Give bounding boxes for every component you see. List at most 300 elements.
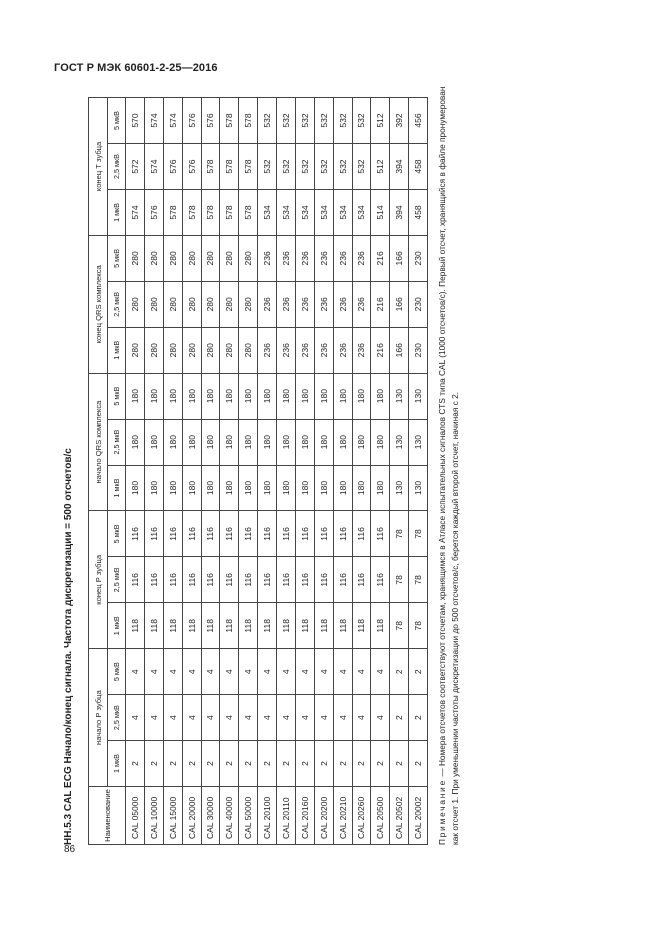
value-cell: 116 bbox=[277, 557, 296, 603]
value-cell: 180 bbox=[352, 465, 371, 511]
table-row bbox=[295, 98, 314, 845]
value-cell: 280 bbox=[220, 235, 239, 281]
table-row bbox=[239, 98, 258, 845]
value-cell: 280 bbox=[182, 327, 201, 373]
value-cell: 4 bbox=[352, 649, 371, 695]
value-cell: 2 bbox=[163, 741, 182, 787]
value-cell: 118 bbox=[220, 603, 239, 649]
signal-name-cell: CAL 40000 bbox=[220, 787, 239, 845]
value-cell: 578 bbox=[239, 190, 258, 236]
group-header: конец Т зубца bbox=[89, 98, 108, 236]
value-cell: 118 bbox=[182, 603, 201, 649]
value-cell: 2 bbox=[144, 741, 163, 787]
page-number: 86 bbox=[64, 844, 76, 855]
value-cell: 280 bbox=[182, 235, 201, 281]
value-cell: 78 bbox=[409, 511, 428, 557]
value-cell: 4 bbox=[144, 649, 163, 695]
value-cell: 574 bbox=[163, 98, 182, 144]
note-prefix: Примечание bbox=[437, 778, 447, 845]
value-cell: 118 bbox=[258, 603, 277, 649]
value-cell: 180 bbox=[239, 373, 258, 419]
value-cell: 2 bbox=[352, 741, 371, 787]
group-header: конец QRS комплекса bbox=[89, 235, 108, 373]
value-cell: 574 bbox=[144, 98, 163, 144]
value-cell: 116 bbox=[182, 511, 201, 557]
value-cell: 4 bbox=[258, 649, 277, 695]
value-cell: 180 bbox=[277, 373, 296, 419]
value-cell: 180 bbox=[126, 373, 145, 419]
amplitude-subheader: 2,5 мкВ bbox=[108, 419, 126, 465]
value-cell: 180 bbox=[277, 419, 296, 465]
table-row bbox=[333, 98, 352, 845]
value-cell: 532 bbox=[314, 144, 333, 190]
value-cell: 236 bbox=[277, 235, 296, 281]
value-cell: 180 bbox=[144, 373, 163, 419]
value-cell: 532 bbox=[258, 98, 277, 144]
value-cell: 532 bbox=[295, 98, 314, 144]
value-cell: 116 bbox=[239, 557, 258, 603]
value-cell: 116 bbox=[352, 557, 371, 603]
amplitude-subheader: 1 мкВ bbox=[108, 327, 126, 373]
group-header: начало Р зубца bbox=[89, 649, 108, 787]
value-cell: 570 bbox=[126, 98, 145, 144]
value-cell: 4 bbox=[201, 649, 220, 695]
amplitude-subheader: 5 мкВ bbox=[108, 511, 126, 557]
value-cell: 2 bbox=[409, 649, 428, 695]
value-cell: 4 bbox=[277, 649, 296, 695]
value-cell: 2 bbox=[182, 741, 201, 787]
value-cell: 180 bbox=[314, 419, 333, 465]
value-cell: 4 bbox=[163, 649, 182, 695]
value-cell: 180 bbox=[220, 465, 239, 511]
value-cell: 578 bbox=[163, 190, 182, 236]
value-cell: 180 bbox=[163, 465, 182, 511]
rotated-table-block bbox=[60, 65, 480, 845]
value-cell: 116 bbox=[352, 511, 371, 557]
value-cell: 532 bbox=[277, 144, 296, 190]
value-cell: 280 bbox=[126, 281, 145, 327]
value-cell: 236 bbox=[258, 281, 277, 327]
value-cell: 236 bbox=[258, 327, 277, 373]
value-cell: 2 bbox=[126, 741, 145, 787]
value-cell: 236 bbox=[352, 327, 371, 373]
value-cell: 116 bbox=[314, 557, 333, 603]
value-cell: 4 bbox=[182, 649, 201, 695]
value-cell: 4 bbox=[258, 695, 277, 741]
value-cell: 230 bbox=[409, 281, 428, 327]
value-cell: 534 bbox=[352, 190, 371, 236]
value-cell: 4 bbox=[163, 695, 182, 741]
value-cell: 280 bbox=[201, 235, 220, 281]
value-cell: 4 bbox=[182, 695, 201, 741]
value-cell: 236 bbox=[333, 235, 352, 281]
value-cell: 534 bbox=[333, 190, 352, 236]
value-cell: 118 bbox=[239, 603, 258, 649]
signal-name-cell: CAL 20500 bbox=[371, 787, 390, 845]
value-cell: 534 bbox=[277, 190, 296, 236]
value-cell: 130 bbox=[390, 465, 409, 511]
value-cell: 78 bbox=[390, 511, 409, 557]
value-cell: 514 bbox=[371, 190, 390, 236]
signal-name-cell: CAL 10000 bbox=[144, 787, 163, 845]
value-cell: 280 bbox=[126, 327, 145, 373]
value-cell: 180 bbox=[182, 419, 201, 465]
value-cell: 2 bbox=[201, 741, 220, 787]
value-cell: 236 bbox=[314, 327, 333, 373]
value-cell: 280 bbox=[220, 281, 239, 327]
value-cell: 116 bbox=[182, 557, 201, 603]
value-cell: 458 bbox=[409, 144, 428, 190]
value-cell: 180 bbox=[258, 373, 277, 419]
amplitude-subheader: 1 мкВ bbox=[108, 603, 126, 649]
value-cell: 180 bbox=[239, 419, 258, 465]
value-cell: 116 bbox=[126, 557, 145, 603]
value-cell: 180 bbox=[352, 373, 371, 419]
value-cell: 230 bbox=[409, 235, 428, 281]
value-cell: 78 bbox=[390, 557, 409, 603]
value-cell: 180 bbox=[258, 465, 277, 511]
amplitude-subheader: 2,5 мкВ bbox=[108, 144, 126, 190]
value-cell: 116 bbox=[239, 511, 258, 557]
group-header: начало QRS комплекса bbox=[89, 373, 108, 511]
value-cell: 4 bbox=[239, 649, 258, 695]
value-cell: 2 bbox=[277, 741, 296, 787]
value-cell: 78 bbox=[409, 557, 428, 603]
value-cell: 532 bbox=[333, 98, 352, 144]
value-cell: 4 bbox=[201, 695, 220, 741]
signal-name-cell: CAL 50000 bbox=[239, 787, 258, 845]
value-cell: 116 bbox=[144, 557, 163, 603]
value-cell: 576 bbox=[163, 144, 182, 190]
value-cell: 2 bbox=[390, 741, 409, 787]
value-cell: 180 bbox=[220, 373, 239, 419]
value-cell: 230 bbox=[409, 327, 428, 373]
value-cell: 532 bbox=[314, 98, 333, 144]
value-cell: 578 bbox=[201, 190, 220, 236]
value-cell: 130 bbox=[390, 373, 409, 419]
amplitude-subheader: 1 мкВ bbox=[108, 465, 126, 511]
value-cell: 116 bbox=[144, 511, 163, 557]
value-cell: 572 bbox=[126, 144, 145, 190]
value-cell: 532 bbox=[258, 144, 277, 190]
value-cell: 512 bbox=[371, 144, 390, 190]
value-cell: 180 bbox=[333, 373, 352, 419]
value-cell: 576 bbox=[144, 190, 163, 236]
value-cell: 116 bbox=[314, 511, 333, 557]
value-cell: 130 bbox=[409, 419, 428, 465]
value-cell: 116 bbox=[333, 557, 352, 603]
value-cell: 578 bbox=[220, 144, 239, 190]
value-cell: 180 bbox=[295, 419, 314, 465]
value-cell: 118 bbox=[277, 603, 296, 649]
value-cell: 2 bbox=[390, 695, 409, 741]
signal-name-cell: CAL 20002 bbox=[409, 787, 428, 845]
signal-name-cell: CAL 30000 bbox=[201, 787, 220, 845]
value-cell: 2 bbox=[409, 695, 428, 741]
value-cell: 118 bbox=[201, 603, 220, 649]
value-cell: 116 bbox=[258, 511, 277, 557]
value-cell: 2 bbox=[314, 741, 333, 787]
value-cell: 180 bbox=[239, 465, 258, 511]
table-row bbox=[352, 98, 371, 845]
value-cell: 280 bbox=[239, 327, 258, 373]
value-cell: 392 bbox=[390, 98, 409, 144]
table-note bbox=[436, 85, 462, 845]
value-cell: 118 bbox=[352, 603, 371, 649]
value-cell: 236 bbox=[277, 281, 296, 327]
table-row bbox=[220, 98, 239, 845]
value-cell: 532 bbox=[352, 144, 371, 190]
table-row bbox=[144, 98, 163, 845]
value-cell: 116 bbox=[277, 511, 296, 557]
value-cell: 180 bbox=[201, 465, 220, 511]
value-cell: 236 bbox=[352, 235, 371, 281]
value-cell: 2 bbox=[409, 741, 428, 787]
value-cell: 512 bbox=[371, 98, 390, 144]
value-cell: 166 bbox=[390, 327, 409, 373]
value-cell: 4 bbox=[314, 649, 333, 695]
value-cell: 4 bbox=[333, 695, 352, 741]
signal-name-cell: CAL 05000 bbox=[126, 787, 145, 845]
table-row bbox=[277, 98, 296, 845]
amplitude-subheader: 2,5 мкВ bbox=[108, 557, 126, 603]
value-cell: 532 bbox=[295, 144, 314, 190]
value-cell: 180 bbox=[314, 465, 333, 511]
value-cell: 280 bbox=[239, 235, 258, 281]
value-cell: 534 bbox=[258, 190, 277, 236]
value-cell: 216 bbox=[371, 327, 390, 373]
value-cell: 4 bbox=[333, 649, 352, 695]
value-cell: 578 bbox=[201, 144, 220, 190]
value-cell: 180 bbox=[371, 419, 390, 465]
value-cell: 280 bbox=[126, 235, 145, 281]
value-cell: 4 bbox=[352, 695, 371, 741]
value-cell: 116 bbox=[258, 557, 277, 603]
value-cell: 236 bbox=[277, 327, 296, 373]
value-cell: 394 bbox=[390, 190, 409, 236]
value-cell: 4 bbox=[144, 695, 163, 741]
value-cell: 180 bbox=[220, 419, 239, 465]
value-cell: 216 bbox=[371, 235, 390, 281]
value-cell: 166 bbox=[390, 235, 409, 281]
table-row bbox=[409, 98, 428, 845]
value-cell: 280 bbox=[239, 281, 258, 327]
value-cell: 180 bbox=[295, 373, 314, 419]
value-cell: 280 bbox=[163, 281, 182, 327]
table-row bbox=[163, 98, 182, 845]
value-cell: 118 bbox=[163, 603, 182, 649]
value-cell: 280 bbox=[201, 281, 220, 327]
signal-name-cell: CAL 20160 bbox=[295, 787, 314, 845]
value-cell: 236 bbox=[352, 281, 371, 327]
value-cell: 280 bbox=[163, 327, 182, 373]
amplitude-subheader: 2,5 мкВ bbox=[108, 281, 126, 327]
signal-name-cell: CAL 20502 bbox=[390, 787, 409, 845]
table-row bbox=[182, 98, 201, 845]
value-cell: 180 bbox=[144, 465, 163, 511]
value-cell: 180 bbox=[258, 419, 277, 465]
value-cell: 280 bbox=[163, 235, 182, 281]
value-cell: 180 bbox=[277, 465, 296, 511]
value-cell: 180 bbox=[295, 465, 314, 511]
value-cell: 394 bbox=[390, 144, 409, 190]
value-cell: 4 bbox=[126, 649, 145, 695]
value-cell: 4 bbox=[295, 695, 314, 741]
value-cell: 180 bbox=[333, 465, 352, 511]
value-cell: 578 bbox=[182, 190, 201, 236]
value-cell: 4 bbox=[239, 695, 258, 741]
value-cell: 4 bbox=[314, 695, 333, 741]
value-cell: 574 bbox=[126, 190, 145, 236]
amplitude-subheader: 5 мкВ bbox=[108, 235, 126, 281]
value-cell: 180 bbox=[371, 465, 390, 511]
value-cell: 576 bbox=[201, 98, 220, 144]
amplitude-subheader: 5 мкВ bbox=[108, 373, 126, 419]
value-cell: 2 bbox=[239, 741, 258, 787]
value-cell: 116 bbox=[220, 511, 239, 557]
value-cell: 236 bbox=[333, 327, 352, 373]
value-cell: 116 bbox=[163, 511, 182, 557]
value-cell: 578 bbox=[239, 98, 258, 144]
value-cell: 118 bbox=[333, 603, 352, 649]
signal-name-cell: CAL 20100 bbox=[258, 787, 277, 845]
value-cell: 458 bbox=[409, 190, 428, 236]
value-cell: 118 bbox=[371, 603, 390, 649]
value-cell: 118 bbox=[126, 603, 145, 649]
table-row bbox=[371, 98, 390, 845]
value-cell: 116 bbox=[333, 511, 352, 557]
value-cell: 180 bbox=[333, 419, 352, 465]
value-cell: 280 bbox=[201, 327, 220, 373]
amplitude-subheader: 5 мкВ bbox=[108, 98, 126, 144]
amplitude-subheader: 1 мкВ bbox=[108, 190, 126, 236]
group-header: конец Р зубца bbox=[89, 511, 108, 649]
value-cell: 456 bbox=[409, 98, 428, 144]
document-header: ГОСТ Р МЭК 60601-2-25—2016 bbox=[54, 62, 218, 74]
value-cell: 2 bbox=[390, 649, 409, 695]
value-cell: 116 bbox=[201, 557, 220, 603]
value-cell: 4 bbox=[126, 695, 145, 741]
table-row bbox=[258, 98, 277, 845]
value-cell: 216 bbox=[371, 281, 390, 327]
value-cell: 130 bbox=[409, 373, 428, 419]
table-caption: НН.5.3 CAL ECG Начало/конец сигнала. Частота дискретизации = 500 отсчетов/с bbox=[63, 448, 74, 845]
value-cell: 180 bbox=[352, 419, 371, 465]
value-cell: 578 bbox=[220, 190, 239, 236]
value-cell: 534 bbox=[295, 190, 314, 236]
value-cell: 116 bbox=[220, 557, 239, 603]
value-cell: 180 bbox=[126, 465, 145, 511]
value-cell: 166 bbox=[390, 281, 409, 327]
note-text: — Номера отсчетов соответствуют отсчетам, хранящимся в Атласе испытательных сигналов CTS типа CAL (1000 отсчетов/с). Первый отсчет, хранящийся в файле пронумерован как отсчет 1. При уменьшении частоты дискретизации до 500 отсчетов/с, берется каждый второй отсчет, начиная с 2. bbox=[437, 86, 460, 845]
table-row bbox=[314, 98, 333, 845]
value-cell: 2 bbox=[333, 741, 352, 787]
value-cell: 280 bbox=[144, 281, 163, 327]
value-cell: 180 bbox=[182, 465, 201, 511]
signal-name-cell: CAL 15000 bbox=[163, 787, 182, 845]
value-cell: 180 bbox=[144, 419, 163, 465]
value-cell: 2 bbox=[295, 741, 314, 787]
value-cell: 578 bbox=[239, 144, 258, 190]
value-cell: 236 bbox=[314, 281, 333, 327]
value-cell: 180 bbox=[126, 419, 145, 465]
value-cell: 130 bbox=[390, 419, 409, 465]
value-cell: 180 bbox=[314, 373, 333, 419]
value-cell: 180 bbox=[201, 419, 220, 465]
value-cell: 280 bbox=[144, 327, 163, 373]
value-cell: 180 bbox=[201, 373, 220, 419]
value-cell: 118 bbox=[144, 603, 163, 649]
value-cell: 534 bbox=[314, 190, 333, 236]
value-cell: 4 bbox=[371, 695, 390, 741]
value-cell: 180 bbox=[163, 373, 182, 419]
value-cell: 280 bbox=[182, 281, 201, 327]
value-cell: 236 bbox=[258, 235, 277, 281]
value-cell: 2 bbox=[371, 741, 390, 787]
value-cell: 116 bbox=[371, 557, 390, 603]
value-cell: 78 bbox=[390, 603, 409, 649]
table-row bbox=[126, 98, 145, 845]
value-cell: 578 bbox=[220, 98, 239, 144]
value-cell: 4 bbox=[220, 649, 239, 695]
signal-name-cell: CAL 20110 bbox=[277, 787, 296, 845]
signal-name-cell: CAL 20210 bbox=[333, 787, 352, 845]
value-cell: 180 bbox=[182, 373, 201, 419]
value-cell: 116 bbox=[295, 511, 314, 557]
value-cell: 236 bbox=[314, 235, 333, 281]
table-row bbox=[390, 98, 409, 845]
value-cell: 116 bbox=[126, 511, 145, 557]
value-cell: 532 bbox=[277, 98, 296, 144]
signal-name-cell: CAL 20200 bbox=[314, 787, 333, 845]
value-cell: 236 bbox=[333, 281, 352, 327]
value-cell: 4 bbox=[277, 695, 296, 741]
value-cell: 4 bbox=[295, 649, 314, 695]
value-cell: 280 bbox=[220, 327, 239, 373]
value-cell: 116 bbox=[371, 511, 390, 557]
value-cell: 4 bbox=[220, 695, 239, 741]
value-cell: 180 bbox=[163, 419, 182, 465]
value-cell: 236 bbox=[295, 235, 314, 281]
value-cell: 280 bbox=[144, 235, 163, 281]
value-cell: 236 bbox=[295, 327, 314, 373]
amplitude-subheader: 1 мкВ bbox=[108, 741, 126, 787]
value-cell: 2 bbox=[258, 741, 277, 787]
value-cell: 2 bbox=[220, 741, 239, 787]
value-cell: 130 bbox=[409, 465, 428, 511]
table-row bbox=[201, 98, 220, 845]
name-column-header: Наименование bbox=[89, 787, 126, 845]
value-cell: 180 bbox=[371, 373, 390, 419]
signal-name-cell: CAL 20000 bbox=[182, 787, 201, 845]
value-cell: 532 bbox=[333, 144, 352, 190]
value-cell: 4 bbox=[371, 649, 390, 695]
value-cell: 574 bbox=[144, 144, 163, 190]
value-cell: 576 bbox=[182, 144, 201, 190]
calibration-table bbox=[88, 97, 428, 845]
value-cell: 116 bbox=[201, 511, 220, 557]
value-cell: 118 bbox=[295, 603, 314, 649]
value-cell: 532 bbox=[352, 98, 371, 144]
signal-name-cell: CAL 20260 bbox=[352, 787, 371, 845]
value-cell: 118 bbox=[314, 603, 333, 649]
value-cell: 116 bbox=[163, 557, 182, 603]
value-cell: 78 bbox=[409, 603, 428, 649]
value-cell: 116 bbox=[295, 557, 314, 603]
amplitude-subheader: 2,5 мкВ bbox=[108, 695, 126, 741]
value-cell: 576 bbox=[182, 98, 201, 144]
value-cell: 236 bbox=[295, 281, 314, 327]
